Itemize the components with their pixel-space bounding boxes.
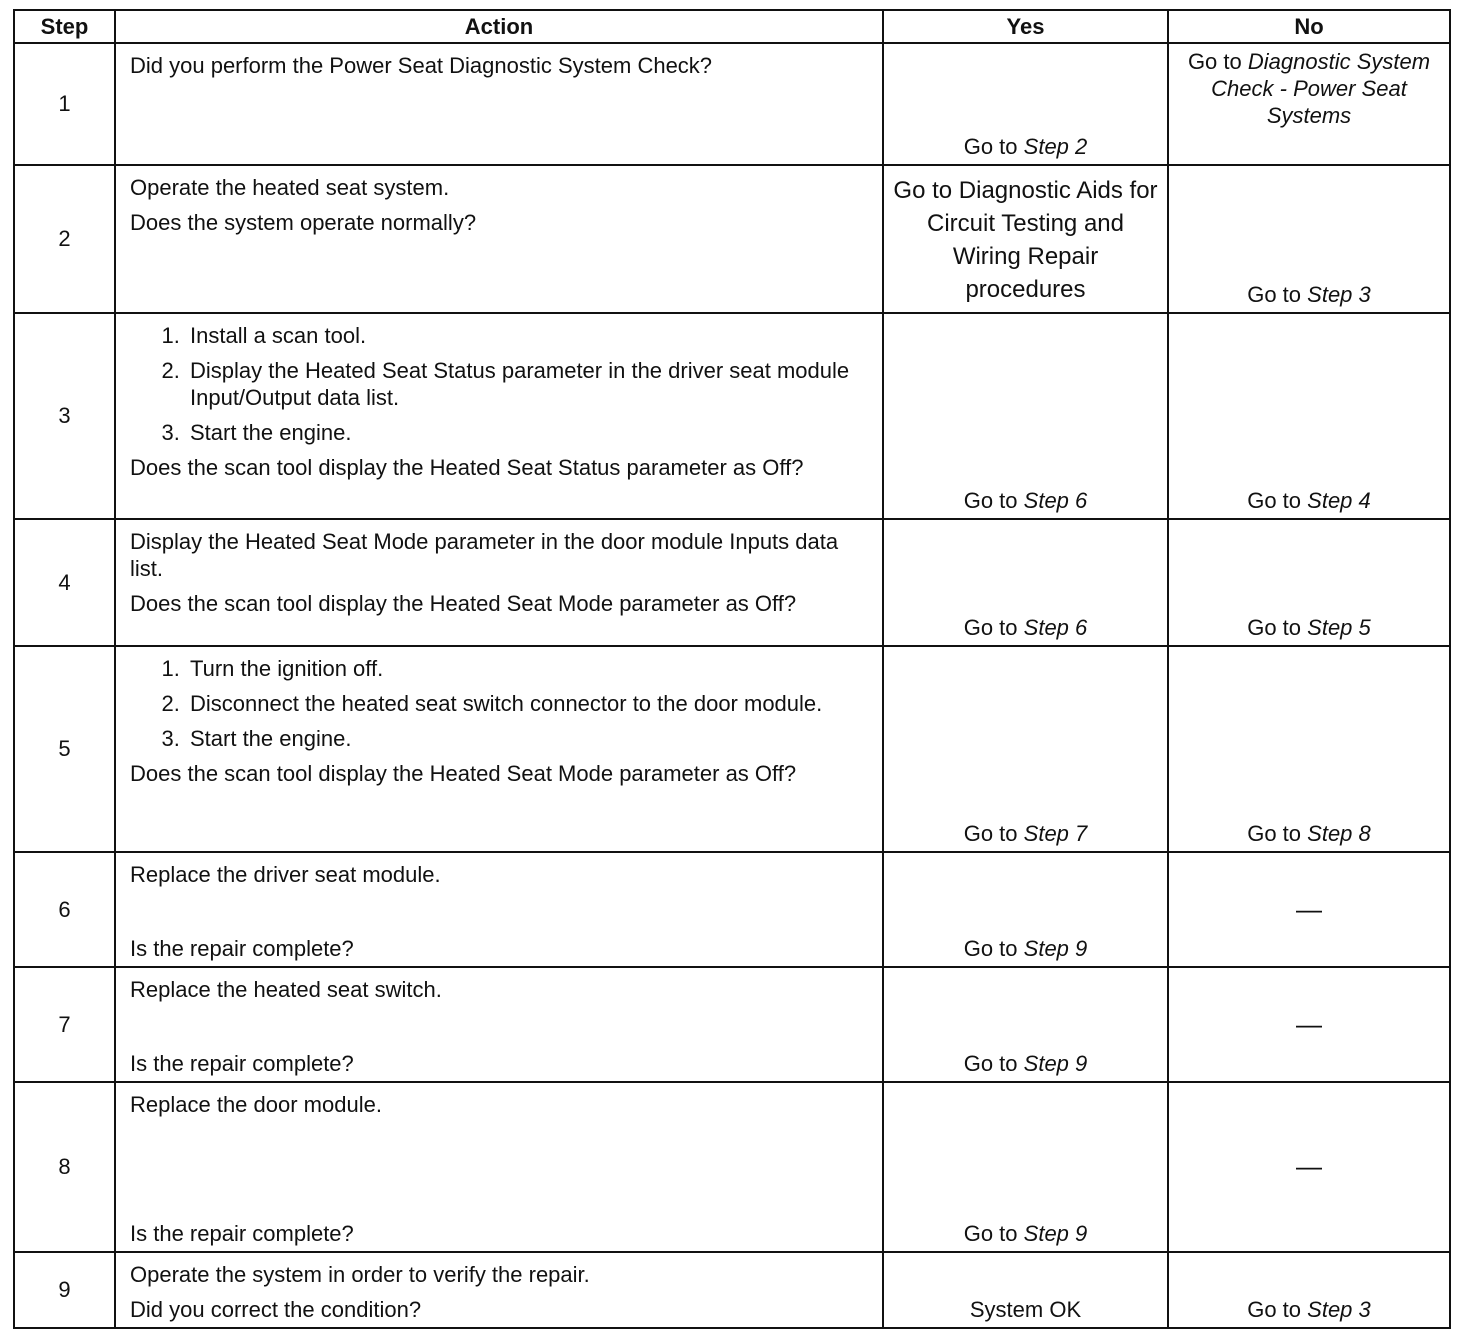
yes-step-link[interactable]: Step 9 bbox=[1023, 1051, 1088, 1076]
yes-prefix: Go to bbox=[963, 615, 1018, 640]
yes-prefix: Go to bbox=[963, 1221, 1018, 1246]
no-prefix: Go to bbox=[1247, 282, 1302, 307]
no-step-link[interactable]: Step 8 bbox=[1307, 821, 1371, 846]
table-row bbox=[14, 43, 1450, 165]
yes-prefix: Go to bbox=[963, 936, 1018, 961]
action-question: Does the scan tool display the Heated Seat Mode parameter as Off? bbox=[130, 761, 797, 786]
step-number: 6 bbox=[14, 852, 115, 967]
no-cell bbox=[1168, 519, 1450, 646]
no-cell bbox=[1168, 967, 1450, 1082]
no-dash: — bbox=[1296, 893, 1322, 924]
header-action: Action bbox=[115, 10, 883, 43]
header-step: Step bbox=[14, 10, 115, 43]
yes-text: System OK bbox=[969, 1297, 1082, 1322]
action-cell bbox=[115, 519, 883, 646]
action-instruction: Operate the system in order to verify the repair. bbox=[130, 1262, 590, 1287]
action-instruction: Replace the driver seat module. bbox=[130, 862, 441, 887]
step-number: 3 bbox=[14, 313, 115, 519]
no-cell bbox=[1168, 43, 1450, 165]
yes-step-link[interactable]: Step 6 bbox=[1023, 615, 1088, 640]
step-number: 5 bbox=[14, 646, 115, 852]
no-cell bbox=[1168, 852, 1450, 967]
header-row bbox=[14, 10, 1450, 43]
yes-cell bbox=[883, 1082, 1168, 1252]
no-prefix: Go to bbox=[1247, 488, 1302, 513]
action-cell bbox=[115, 967, 883, 1082]
step-number: 9 bbox=[14, 1252, 115, 1328]
no-cell bbox=[1168, 313, 1450, 519]
yes-step-link[interactable]: Step 2 bbox=[1023, 134, 1088, 159]
action-instruction: Replace the door module. bbox=[130, 1092, 382, 1117]
action-steps-list bbox=[130, 322, 872, 446]
step-number: 8 bbox=[14, 1082, 115, 1252]
table-row bbox=[14, 519, 1450, 646]
no-cell bbox=[1168, 165, 1450, 313]
table-row bbox=[14, 1252, 1450, 1328]
no-cell bbox=[1168, 1082, 1450, 1252]
action-cell bbox=[115, 313, 883, 519]
step-number: 1 bbox=[14, 43, 115, 165]
yes-cell bbox=[883, 646, 1168, 852]
table-row bbox=[14, 967, 1450, 1082]
table-row bbox=[14, 313, 1450, 519]
action-question: Is the repair complete? bbox=[130, 936, 354, 961]
action-question: Is the repair complete? bbox=[130, 1221, 354, 1246]
no-prefix: Go to bbox=[1247, 1297, 1302, 1322]
header-no: No bbox=[1168, 10, 1450, 43]
action-cell bbox=[115, 1082, 883, 1252]
no-step-link[interactable]: Step 5 bbox=[1307, 615, 1371, 640]
action-steps-list bbox=[130, 655, 872, 752]
yes-cell bbox=[883, 43, 1168, 165]
no-dash: — bbox=[1296, 1151, 1322, 1181]
table-row bbox=[14, 852, 1450, 967]
table-row bbox=[14, 165, 1450, 313]
action-question: Is the repair complete? bbox=[130, 1051, 354, 1076]
yes-cell bbox=[883, 1252, 1168, 1328]
no-step-link[interactable]: Step 4 bbox=[1307, 488, 1371, 513]
yes-step-link[interactable]: Step 6 bbox=[1023, 488, 1088, 513]
yes-cell bbox=[883, 165, 1168, 313]
yes-step-link[interactable]: Step 7 bbox=[1023, 821, 1088, 846]
diagnostic-table bbox=[13, 9, 1451, 1329]
action-question: Does the scan tool display the Heated Seat Mode parameter as Off? bbox=[130, 591, 797, 616]
no-procedure-link[interactable]: Diagnostic System Check - Power Seat Systems bbox=[1211, 49, 1431, 128]
no-cell bbox=[1168, 646, 1450, 852]
step-number: 2 bbox=[14, 165, 115, 313]
list-item: 3. Start the engine. bbox=[186, 419, 872, 446]
action-question: Does the scan tool display the Heated Seat Status parameter as Off? bbox=[130, 455, 804, 480]
yes-prefix: Go to bbox=[963, 134, 1018, 159]
action-instruction: Operate the heated seat system. bbox=[130, 175, 450, 200]
action-question: Does the system operate normally? bbox=[130, 210, 477, 235]
action-instruction: Replace the heated seat switch. bbox=[130, 977, 442, 1002]
no-step-link[interactable]: Step 3 bbox=[1307, 1297, 1371, 1322]
no-prefix: Go to bbox=[1247, 615, 1302, 640]
yes-cell bbox=[883, 852, 1168, 967]
list-item: 1. Turn the ignition off. bbox=[186, 655, 872, 682]
action-cell bbox=[115, 852, 883, 967]
list-item: 3. Start the engine. bbox=[186, 725, 872, 752]
yes-step-link[interactable]: Step 9 bbox=[1023, 936, 1088, 961]
no-dash: — bbox=[1296, 1008, 1322, 1039]
yes-cell bbox=[883, 313, 1168, 519]
yes-cell bbox=[883, 967, 1168, 1082]
yes-prefix: Go to bbox=[963, 1051, 1018, 1076]
action-cell bbox=[115, 165, 883, 313]
table-row bbox=[14, 1082, 1450, 1252]
no-cell bbox=[1168, 1252, 1450, 1328]
action-cell bbox=[115, 646, 883, 852]
yes-cell bbox=[883, 519, 1168, 646]
list-item: 2. Disconnect the heated seat switch connector to the door module. bbox=[186, 690, 872, 717]
no-prefix: Go to bbox=[1247, 821, 1302, 846]
action-instruction: Display the Heated Seat Mode parameter in the door module Inputs data list. bbox=[130, 529, 839, 581]
yes-text: Go to Diagnostic Aids for Circuit Testing and Wiring Repair procedures bbox=[893, 177, 1158, 303]
no-prefix: Go to bbox=[1187, 49, 1242, 74]
step-number: 4 bbox=[14, 519, 115, 646]
action-question: Did you perform the Power Seat Diagnostic System Check? bbox=[130, 53, 713, 78]
action-question: Did you correct the condition? bbox=[130, 1297, 422, 1322]
yes-prefix: Go to bbox=[963, 821, 1018, 846]
header-yes: Yes bbox=[883, 10, 1168, 43]
action-cell bbox=[115, 43, 883, 165]
yes-prefix: Go to bbox=[963, 488, 1018, 513]
list-item: 1. Install a scan tool. bbox=[186, 322, 872, 349]
yes-step-link[interactable]: Step 9 bbox=[1023, 1221, 1088, 1246]
table-row bbox=[14, 646, 1450, 852]
no-step-link[interactable]: Step 3 bbox=[1307, 282, 1371, 307]
action-cell bbox=[115, 1252, 883, 1328]
list-item: 2. Display the Heated Seat Status parameter in the driver seat module Input/Output data list. bbox=[186, 357, 872, 411]
step-number: 7 bbox=[14, 967, 115, 1082]
